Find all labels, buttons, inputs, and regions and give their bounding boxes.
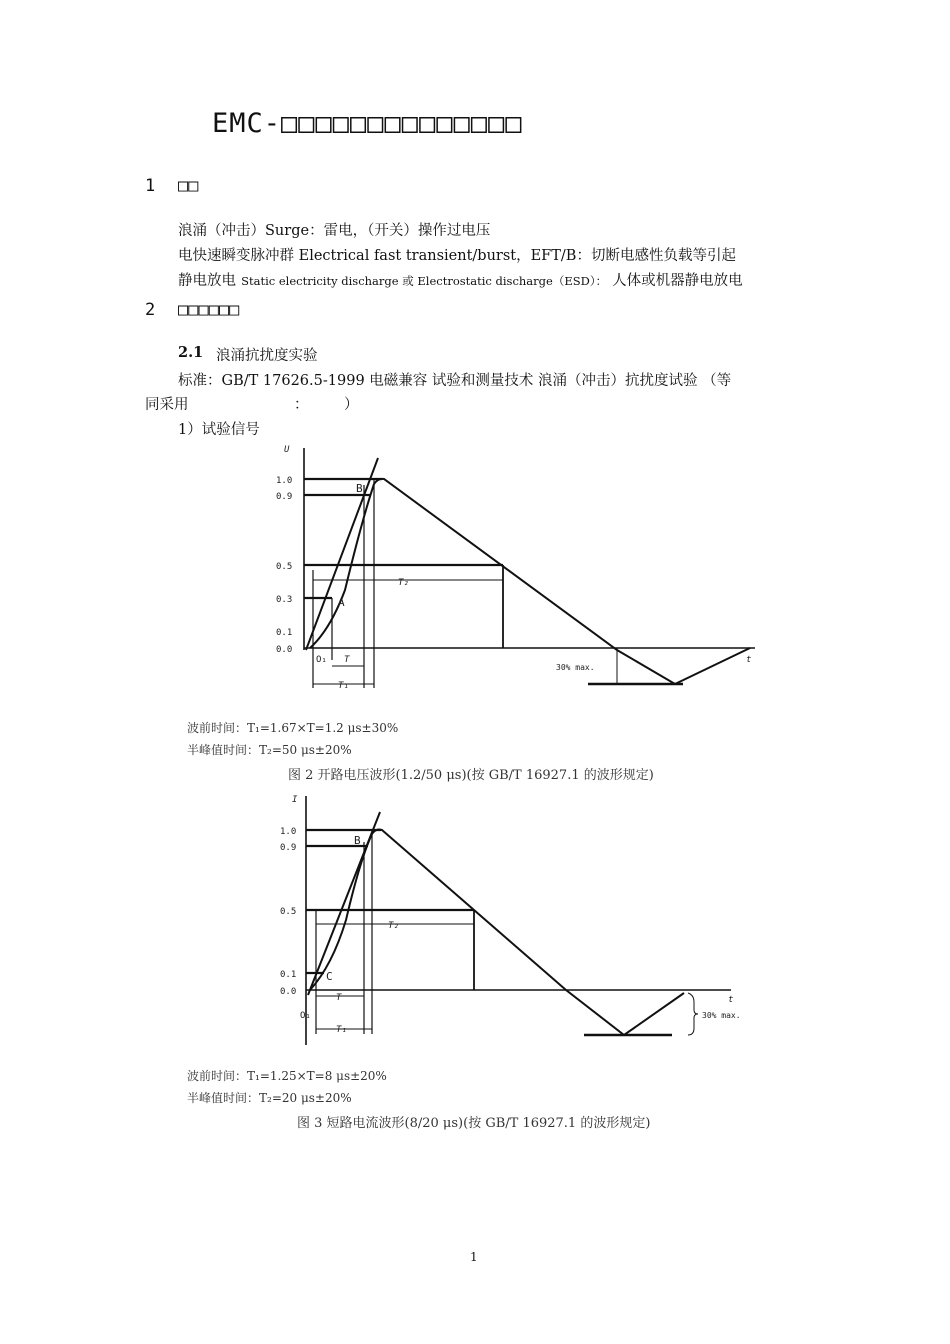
fig3-x-label: t: [728, 995, 734, 1005]
figure-2-waveform: [270, 440, 770, 700]
fig3-point-c: C: [326, 970, 333, 983]
fig2-tick: 1.0: [276, 476, 293, 486]
fig2-note-front: 波前时间：T₁=1.67×T=1.2 μs±30%: [187, 721, 399, 735]
section-2-heading: □□□□□□: [178, 300, 240, 320]
fig3-note-front: 波前时间：T₁=1.25×T=8 μs±20%: [187, 1069, 387, 1083]
fig3-tick: 0.1: [280, 970, 297, 980]
fig3-t: T: [336, 993, 342, 1003]
fig3-max: 30% max.: [702, 1011, 741, 1020]
subsection-number: 2.1: [178, 344, 204, 361]
figure-2-caption: 图 2 开路电压波形(1.2/50 μs)(按 GB/T 16927.1 的波形规定): [288, 768, 654, 783]
fig3-tick: 0.9: [280, 843, 297, 853]
fig2-tick: 0.9: [276, 492, 293, 502]
surge-definition: 浪涌（冲击）Surge：雷电，（开关）操作过电压: [178, 223, 491, 239]
fig2-t1: T₁: [338, 681, 349, 691]
fig2-x-label: t: [746, 655, 752, 665]
document-title: EMC-□□□□□□□□□□□□□□: [212, 108, 523, 139]
fig2-point-b: B: [356, 482, 363, 495]
esd-label: 静电放电: [178, 273, 236, 289]
fig2-tick: 0.0: [276, 645, 293, 655]
fig3-t2: T₂: [388, 921, 399, 931]
esd-definition: [178, 269, 743, 290]
standard-line-2b: ：: [294, 397, 309, 413]
fig3-tick: 0.0: [280, 987, 297, 997]
test-signal-item: 1）试验信号: [178, 422, 260, 438]
standard-line-1: 标准：GB/T 17626.5-1999 电磁兼容 试验和测量技术 浪涌（冲击）抗扰度试验 （等: [178, 373, 732, 389]
standard-line-2c: ）: [344, 397, 359, 413]
fig2-max: 30% max.: [556, 663, 595, 672]
eft-definition: 电快速瞬变脉冲群 Electrical fast transient/burst，EFT/B：切断电感性负载等引起: [178, 248, 736, 264]
fig3-t1: T₁: [336, 1025, 347, 1035]
section-1-number: 1: [145, 176, 156, 196]
page-number: 1: [470, 1250, 478, 1264]
fig2-origin: O₁: [316, 655, 327, 665]
fig3-note-half: 半峰值时间：T₂=20 μs±20%: [187, 1091, 352, 1105]
subsection-heading: 浪涌抗扰度实验: [216, 348, 318, 364]
esd-description: 人体或机器静电放电: [612, 273, 743, 289]
fig2-tick: 0.5: [276, 562, 293, 572]
fig2-tick: 0.3: [276, 595, 293, 605]
figure-3-waveform: [276, 790, 756, 1050]
section-1-heading: □□: [178, 176, 199, 196]
fig3-origin: O₁: [300, 1011, 311, 1021]
fig2-note-half: 半峰值时间：T₂=50 μs±20%: [187, 743, 352, 757]
fig3-y-label: I: [292, 795, 298, 805]
figure-3-caption: 图 3 短路电流波形(8/20 μs)(按 GB/T 16927.1 的波形规定): [297, 1116, 651, 1131]
fig2-point-a: A: [338, 596, 345, 609]
fig2-t: T: [344, 655, 350, 665]
fig2-tick: 0.1: [276, 628, 293, 638]
fig3-tick: 1.0: [280, 827, 297, 837]
fig2-t2: T₂: [398, 578, 409, 588]
standard-line-2a: 同采用: [145, 397, 189, 413]
esd-english: Static electricity discharge 或 Electrostatic discharge（ESD）：: [241, 274, 608, 288]
fig3-tick: 0.5: [280, 907, 297, 917]
section-2-number: 2: [145, 300, 156, 320]
fig2-y-label: U: [284, 445, 290, 455]
fig3-point-b: B: [354, 834, 361, 847]
